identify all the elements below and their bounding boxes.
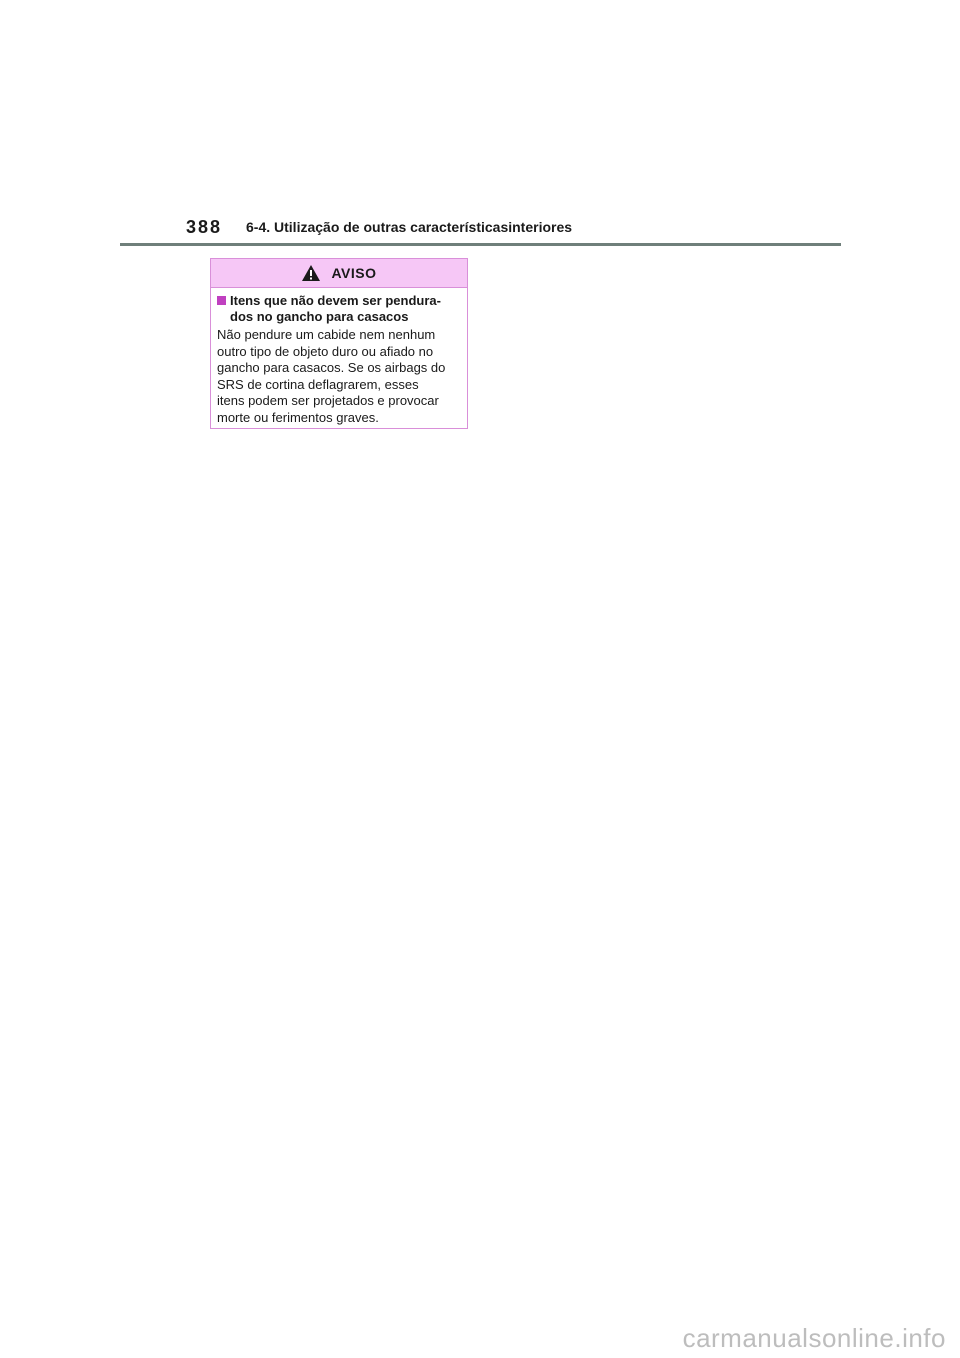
warning-box <box>210 258 468 429</box>
warning-text-line: morte ou ferimentos graves. <box>217 409 379 425</box>
warning-text-line: SRS de cortina deflagrarem, esses <box>217 376 419 392</box>
warning-item-title <box>217 293 461 325</box>
warning-body <box>211 288 467 426</box>
header-divider <box>120 243 841 246</box>
warning-text-line: gancho para casacos. Se os airbags do <box>217 360 446 375</box>
warning-text-line: itens podem ser projetados e provocar <box>217 393 439 408</box>
warning-triangle-icon <box>301 264 321 282</box>
warning-header <box>211 259 467 288</box>
warning-label: AVISO <box>331 265 377 281</box>
warning-item-text <box>217 327 461 426</box>
page-number: 388 <box>186 217 223 237</box>
warning-text-line: outro tipo de objeto duro ou afiado no <box>217 343 434 359</box>
section-title: 6-4. Utilização de outras característicasinteriores <box>246 219 573 235</box>
watermark: carmanualsonline.info <box>682 1323 946 1353</box>
square-bullet-icon <box>217 296 226 305</box>
warning-text-line: Não pendure um cabide nem nenhum <box>217 327 436 342</box>
warning-item-title-line: dos no gancho para casacos <box>230 309 409 324</box>
warning-item-title-text <box>230 293 441 325</box>
warning-item-title-line: Itens que não devem ser pendura- <box>230 293 441 308</box>
